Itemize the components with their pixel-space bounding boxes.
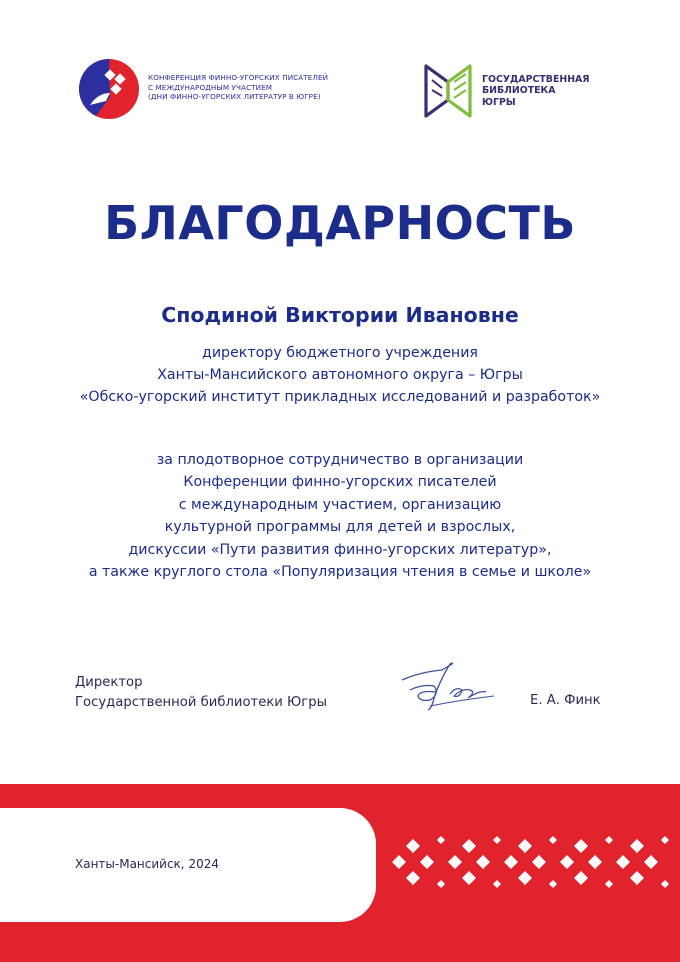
ornament-diamond: [462, 871, 476, 885]
library-logo-line: ЮГРЫ: [482, 96, 516, 108]
ornament-diamond: [605, 880, 613, 888]
ornament-diamond: [616, 855, 630, 869]
ornament-diamond: [630, 839, 644, 853]
reason-line: дискуссии «Пути развития финно-угорских литератур»,: [128, 541, 552, 558]
position-line: «Обско-угорский институт прикладных исследований и разработок»: [79, 389, 601, 405]
handwritten-signature: [390, 650, 500, 720]
ornament-diamond: [549, 836, 557, 844]
reason-line: с международным участием, организацию: [178, 496, 502, 513]
position-line: директору бюджетного учреждения: [202, 345, 478, 361]
reason-line: Конференции финно-угорских писателей: [183, 474, 497, 491]
ornament-diamond: [574, 839, 588, 853]
ornament-diamond: [518, 839, 532, 853]
conference-logo-line: (ДНИ ФИННО-УГОРСКИХ ЛИТЕРАТУР В ЮГРЕ): [148, 92, 321, 102]
reason-line: за плодотворное сотрудничество в организации: [156, 452, 524, 468]
ornament-diamond: [518, 871, 532, 885]
city-and-year: Ханты-Мансийск, 2024: [75, 857, 219, 871]
library-logo-line: ГОСУДАРСТВЕННАЯ: [482, 74, 590, 85]
conference-logo: [76, 55, 366, 125]
ornament-diamond: [448, 855, 462, 869]
conference-logo-line: КОНФЕРЕНЦИЯ ФИННО-УГОРСКИХ ПИСАТЕЛЕЙ: [148, 73, 329, 82]
ornament-diamond: [560, 855, 574, 869]
ornament-diamond: [532, 855, 546, 869]
signer-title-line: Государственной библиотеки Югры: [75, 695, 328, 710]
recipient-name: Сподиной Виктории Ивановне: [161, 303, 519, 327]
ornament-diamond: [462, 839, 476, 853]
ornament-diamond: [406, 871, 420, 885]
ornament-diamond: [605, 836, 613, 844]
ornament-diamond: [392, 855, 406, 869]
reason-line: культурной программы для детей и взрослых,: [164, 519, 516, 536]
library-emblem-icon: [422, 60, 478, 122]
ornament-diamond: [644, 855, 658, 869]
ornament-diamond: [549, 880, 557, 888]
ornament-diamond: [588, 855, 602, 869]
ornament-diamond: [630, 871, 644, 885]
ornament-diamond: [420, 855, 434, 869]
ornament-diamond: [437, 880, 445, 888]
conference-emblem-icon: [76, 55, 146, 125]
reason-line: а также круглого стола «Популяризация чтения в семье и школе»: [88, 564, 592, 581]
ornament-diamond: [437, 836, 445, 844]
ornament-diamond: [661, 880, 669, 888]
ornament-diamond: [504, 855, 518, 869]
signer-name: Е. А. Финк: [530, 693, 601, 708]
ornament-diamond: [574, 871, 588, 885]
recipient-position: [0, 342, 680, 408]
gratitude-reason: [0, 449, 680, 583]
library-logo-text: [482, 74, 590, 108]
ornament-diamond: [493, 836, 501, 844]
conference-logo-line: С МЕЖДУНАРОДНЫМ УЧАСТИЕМ: [148, 82, 273, 92]
ornament-diamond: [661, 836, 669, 844]
library-logo-line: БИБЛИОТЕКА: [482, 85, 556, 97]
conference-logo-text: [148, 73, 378, 102]
signer-title-line: Директор: [75, 675, 143, 690]
position-line: Ханты-Мансийского автономного округа – Югры: [157, 367, 523, 383]
ornament-pattern: [385, 828, 675, 898]
ornament-diamond: [493, 880, 501, 888]
signer-title: [75, 673, 327, 713]
library-logo: [422, 60, 622, 122]
ornament-diamond: [406, 839, 420, 853]
ornament-diamond: [476, 855, 490, 869]
document-title: БЛАГОДАРНОСТЬ: [104, 196, 576, 250]
